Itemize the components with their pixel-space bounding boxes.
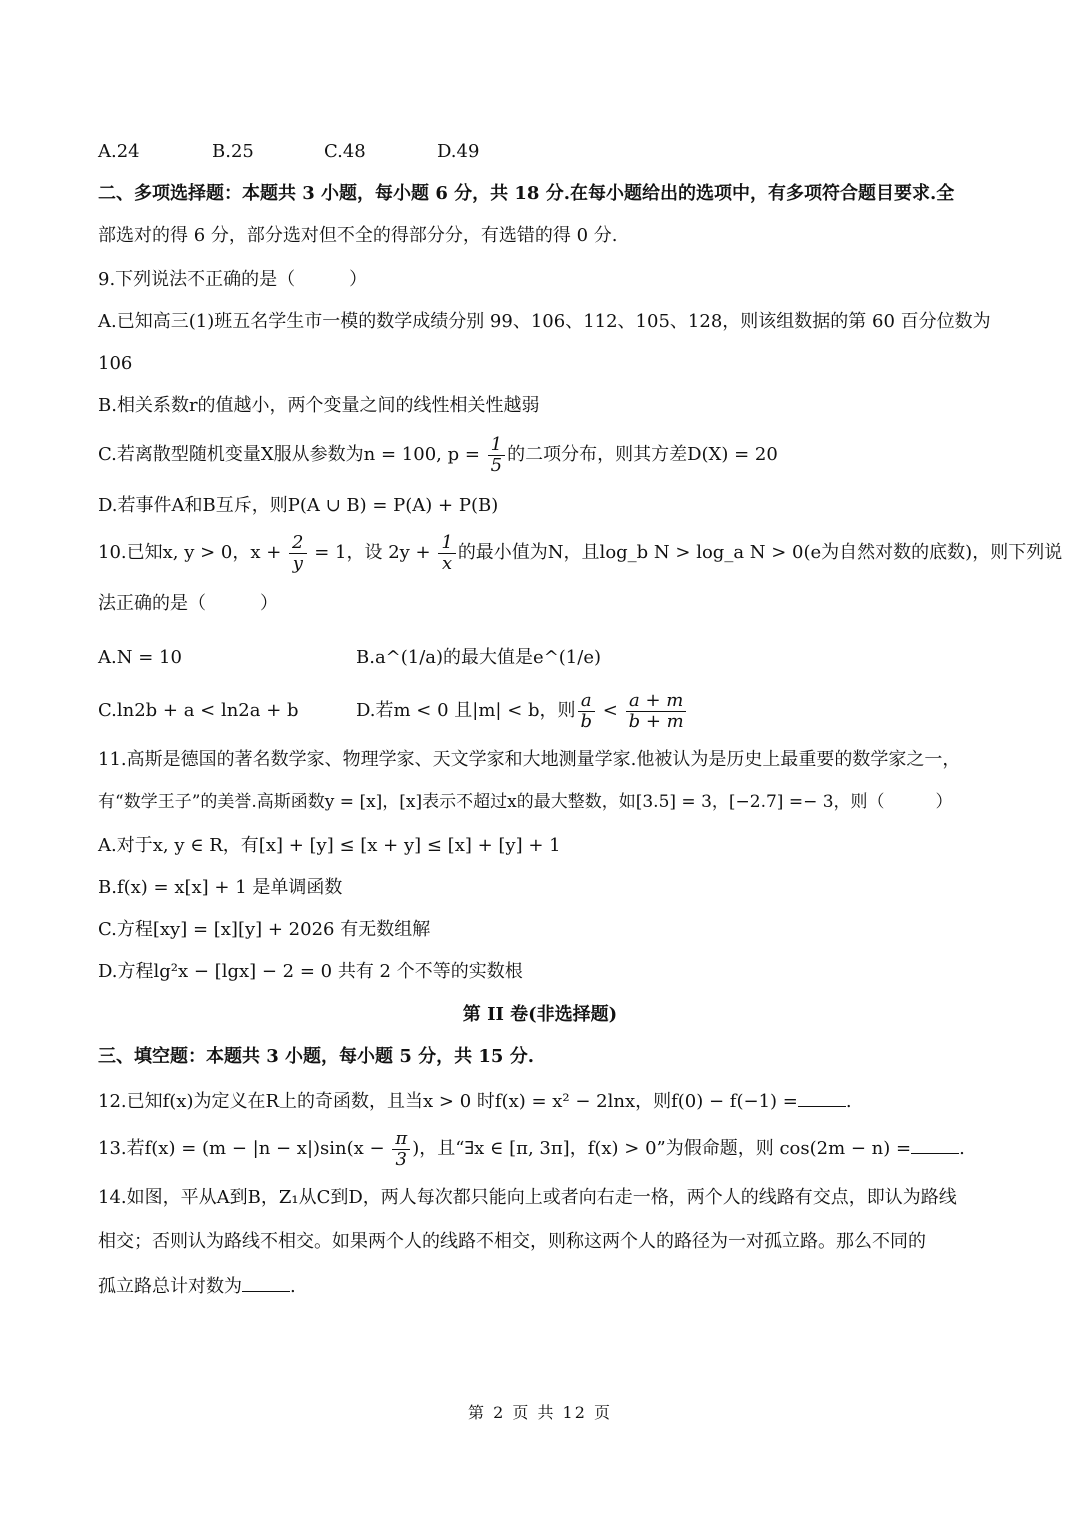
q10-fraction-2	[438, 533, 455, 574]
q14-answer-blank[interactable]	[242, 1273, 290, 1292]
q9-option-a: A.已知高三(1)班五名学生市一模的数学成绩分别 99、106、112、105、128，则该组数据的第 60 百分位数为	[98, 311, 991, 332]
fraction-numerator: 1	[438, 533, 455, 554]
q10-option-b: B.a^(1/a)的最大值是e^(1/e)	[356, 647, 602, 668]
q10-stem-post: 的最小值为N，且log_b N > log_a N > 0(e为自然对数的底数)，则下列说	[457, 542, 1063, 563]
q8-option-d: D.49	[437, 141, 480, 162]
fraction-denominator: y	[292, 552, 303, 574]
q11-stem-cont: 有“数学王子”的美誉.高斯函数y = [x]，[x]表示不超过x的最大整数，如[3.5] = 3，[−2.7] =− 3，则（ ）	[98, 792, 953, 812]
q14-line-2: 相交；否则认为路线不相交。如果两个人的线路不相交，则称这两个人的路径为一对孤立路。那么不同的	[98, 1231, 926, 1252]
q10-fraction-1	[289, 533, 306, 574]
section2-heading-cont: 部选对的得 6 分，部分选对但不全的得部分分，有选错的得 0 分.	[98, 225, 618, 246]
fraction-numerator: a	[578, 691, 595, 712]
q12-text: 12.已知f(x)为定义在R上的奇函数，且当x > 0 时f(x) = x² − 2lnx，则f(0) − f(−1) =	[98, 1091, 798, 1112]
fraction-denominator: 3	[395, 1148, 407, 1170]
q9-option-c	[98, 433, 778, 477]
q12	[98, 1088, 852, 1114]
q9-option-a-cont: 106	[98, 353, 133, 374]
q9-option-d: D.若事件A和B互斥，则P(A ∪ B) = P(A) + P(B)	[98, 495, 499, 516]
q9-c-fraction	[488, 435, 505, 476]
q10-d-fraction-1	[578, 691, 596, 732]
q10-d-fraction-2	[626, 691, 687, 732]
q10-options-cd	[98, 688, 689, 734]
q11-option-d: D.方程lg²x − [lgx] − 2 = 0 共有 2 个不等的实数根	[98, 961, 523, 982]
section2-heading: 二、多项选择题：本题共 3 小题，每小题 6 分，共 18 分.在每小题给出的选项中，有多项符合题目要求.全	[98, 183, 955, 204]
fraction-numerator: a + m	[626, 691, 686, 712]
q8-option-a: A.24	[98, 141, 140, 162]
fraction-denominator: x	[442, 552, 453, 574]
q10-options-ab	[98, 646, 601, 670]
q13-end: .	[959, 1138, 965, 1159]
q9-option-b: B.相关系数r的值越小，两个变量之间的线性相关性越弱	[98, 395, 540, 416]
q12-end: .	[845, 1091, 852, 1112]
fraction-numerator: 2	[289, 533, 306, 554]
q13-answer-blank[interactable]	[911, 1135, 959, 1154]
q11-stem: 11.高斯是德国的著名数学家、物理学家、天文学家和大地测量学家.他被认为是历史上最重要的数学家之一，	[98, 749, 961, 770]
q9-c-pre: C.若离散型随机变量X服从参数为n = 100, p =	[98, 444, 486, 465]
q9-c-post: 的二项分布，则其方差D(X) = 20	[507, 444, 778, 465]
q13	[98, 1126, 965, 1172]
q14-end: .	[290, 1276, 296, 1297]
page-footer: 第 2 页 共 12 页	[468, 1403, 612, 1422]
fraction-denominator: 5	[490, 454, 503, 476]
q12-answer-blank[interactable]	[798, 1088, 846, 1107]
fraction-denominator: b	[580, 710, 593, 732]
q10-d-lt: <	[597, 700, 624, 721]
q8-options	[98, 140, 479, 164]
q10-option-d-pre: D.若m < 0 且|m| < b，则	[356, 700, 576, 721]
q14-line-3	[98, 1273, 296, 1299]
part2-title: 第 II 卷(非选择题)	[462, 1004, 618, 1025]
q14-line-1: 14.如图，平从A到B，Z₁从C到D，两人每次都只能向上或者向右走一格，两个人的线路有交点，即认为路线	[98, 1187, 957, 1208]
q8-option-b: B.25	[212, 141, 254, 162]
q10-stem	[98, 530, 1062, 576]
q11-option-a: A.对于x, y ∈ R，有[x] + [y] ≤ [x + y] ≤ [x] + [y] + 1	[98, 835, 561, 856]
q10-stem-cont: 法正确的是（ ）	[98, 593, 278, 614]
q13-fraction	[392, 1129, 410, 1170]
q10-stem-mid: = 1，设 2y +	[308, 542, 437, 563]
q14-text: 孤立路总计对数为	[98, 1276, 242, 1297]
q11-option-b: B.f(x) = x[x] + 1 是单调函数	[98, 877, 343, 898]
q10-stem-pre: 10.已知x, y > 0，x +	[98, 542, 288, 563]
fraction-denominator: b + m	[628, 710, 684, 732]
q13-post: )，且“∃x ∈ [π, 3π]，f(x) > 0”为假命题，则 cos(2m − n) =	[412, 1138, 912, 1159]
section3-heading: 三、填空题：本题共 3 小题，每小题 5 分，共 15 分.	[98, 1046, 534, 1067]
q13-pre: 13.若f(x) = (m − |n − x|)sin(x −	[98, 1138, 391, 1159]
q10-option-a: A.N = 10	[98, 647, 182, 668]
q9-stem: 9.下列说法不正确的是（ ）	[98, 269, 368, 290]
q10-option-c: C.ln2b + a < ln2a + b	[98, 700, 299, 721]
fraction-numerator: 1	[488, 435, 505, 456]
q8-option-c: C.48	[324, 141, 366, 162]
q11-option-c: C.方程[xy] = [x][y] + 2026 有无数组解	[98, 919, 431, 940]
fraction-numerator: π	[392, 1129, 410, 1150]
